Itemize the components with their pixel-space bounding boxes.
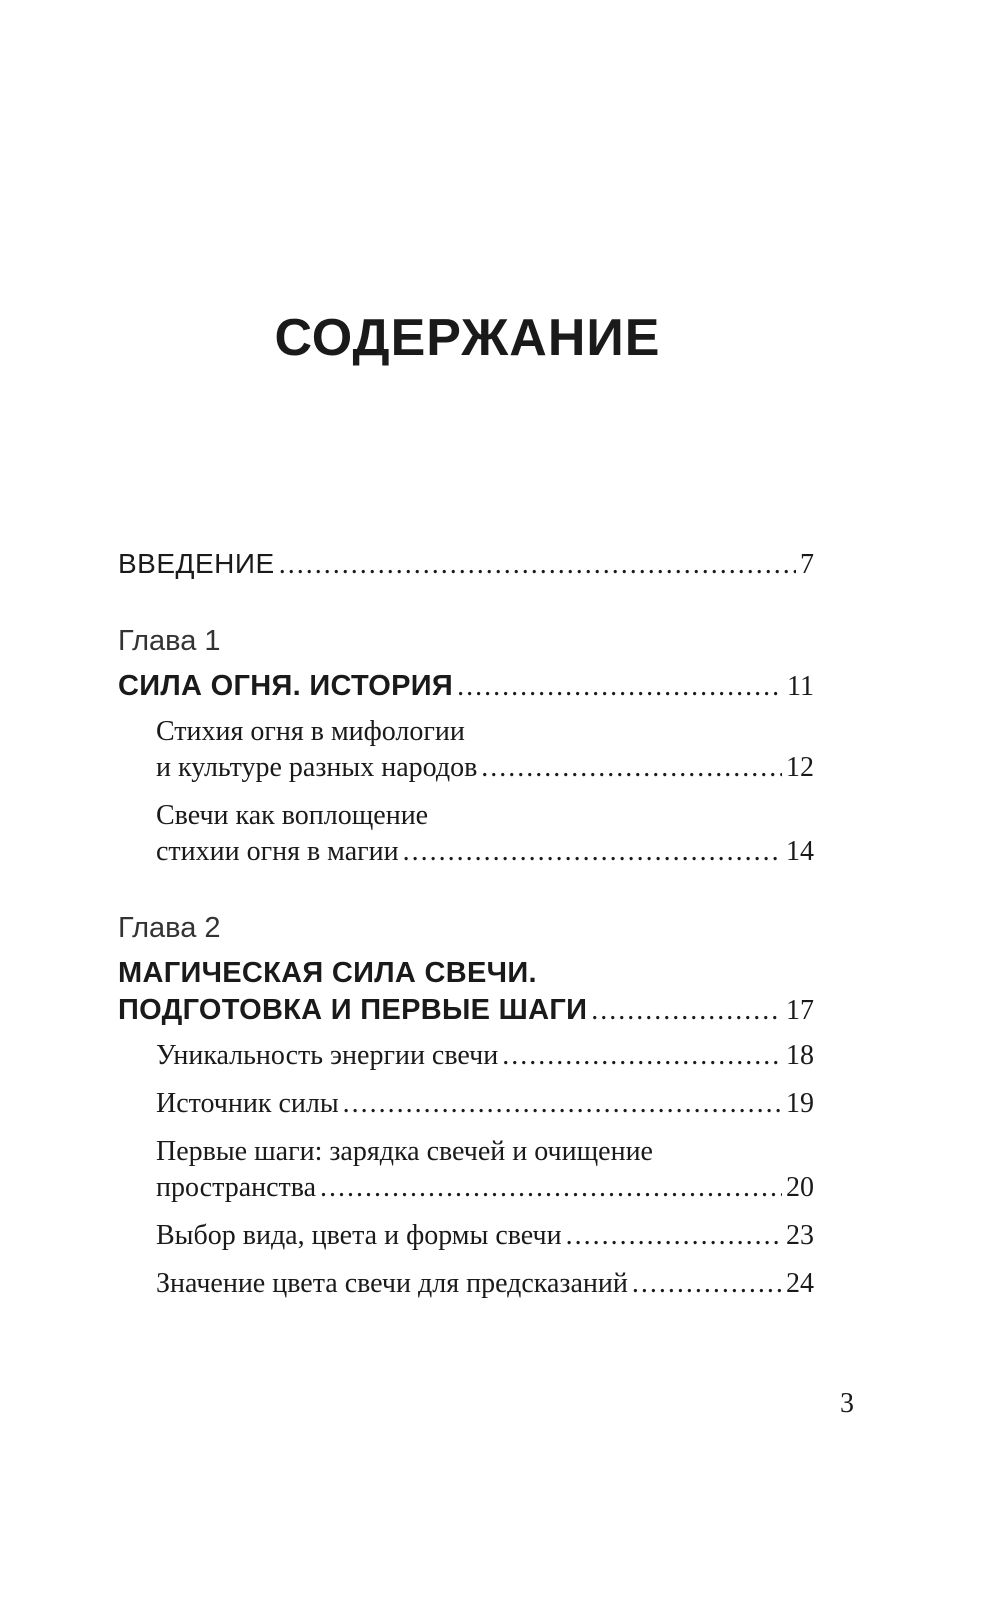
toc-entry-section-1-2[interactable] — [156, 836, 814, 868]
page-title: СОДЕРЖАНИЕ — [274, 309, 661, 367]
chapter-2-label: Глава 2 — [118, 912, 221, 944]
dot-leader — [481, 752, 782, 784]
toc-section-1-2-line1[interactable]: Свечи как воплощение — [156, 800, 429, 831]
toc-entry-page: 20 — [786, 1172, 814, 1203]
toc-entry-page: 18 — [786, 1040, 814, 1071]
dot-leader — [403, 836, 782, 868]
toc-entry-chapter-1[interactable] — [118, 670, 814, 703]
toc-section-1-1-line1[interactable]: Стихия огня в мифологии — [156, 716, 465, 747]
toc-section-label: и культуре разных народов — [156, 752, 478, 783]
toc-section-label: Источник силы — [156, 1088, 339, 1119]
dot-leader — [591, 995, 782, 1027]
toc-entry-page: 7 — [800, 549, 814, 580]
toc-entry-section-1-1[interactable] — [156, 752, 814, 784]
toc-section-2-3-line1[interactable]: Первые шаги: зарядка свечей и очищение — [156, 1136, 653, 1167]
dot-leader — [320, 1172, 782, 1204]
toc-entry-section-2-3[interactable] — [156, 1172, 814, 1204]
page-number: 3 — [840, 1388, 854, 1419]
toc-entry-section-2-2[interactable] — [156, 1088, 814, 1120]
dot-leader — [566, 1220, 782, 1252]
toc-entry-page: 24 — [786, 1268, 814, 1299]
toc-section-label: стихии огня в магии — [156, 836, 399, 867]
toc-entry-page: 23 — [786, 1220, 814, 1251]
toc-entry-section-2-5[interactable] — [156, 1268, 814, 1300]
chapter-2-title-line2: ПОДГОТОВКА И ПЕРВЫЕ ШАГИ — [118, 994, 588, 1026]
toc-entry-label: ВВЕДЕНИЕ — [118, 548, 275, 579]
chapter-1-title: СИЛА ОГНЯ. ИСТОРИЯ — [118, 670, 454, 702]
toc-section-label: Значение цвета свечи для предсказаний — [156, 1268, 628, 1299]
toc-section-label: пространства — [156, 1172, 317, 1203]
chapter-1-label: Глава 1 — [118, 625, 221, 657]
toc-entry-chapter-2[interactable] — [118, 994, 814, 1027]
dot-leader — [457, 671, 783, 703]
toc-entry-page: 11 — [787, 671, 814, 702]
toc-section-label: Уникальность энергии свечи — [156, 1040, 499, 1071]
toc-entry-section-2-4[interactable] — [156, 1220, 814, 1252]
dot-leader — [502, 1040, 782, 1072]
toc-entry-page: 17 — [786, 995, 814, 1026]
toc-entry-intro[interactable] — [118, 548, 814, 581]
dot-leader — [343, 1088, 782, 1120]
toc-entry-section-2-1[interactable] — [156, 1040, 814, 1072]
dot-leader — [279, 549, 796, 581]
toc-entry-page: 14 — [786, 836, 814, 867]
toc-entry-page: 19 — [786, 1088, 814, 1119]
toc-section-label: Выбор вида, цвета и формы свечи — [156, 1220, 562, 1251]
chapter-2-title-line1[interactable]: МАГИЧЕСКАЯ СИЛА СВЕЧИ. — [118, 957, 537, 989]
dot-leader — [632, 1268, 782, 1300]
toc-entry-page: 12 — [786, 752, 814, 783]
